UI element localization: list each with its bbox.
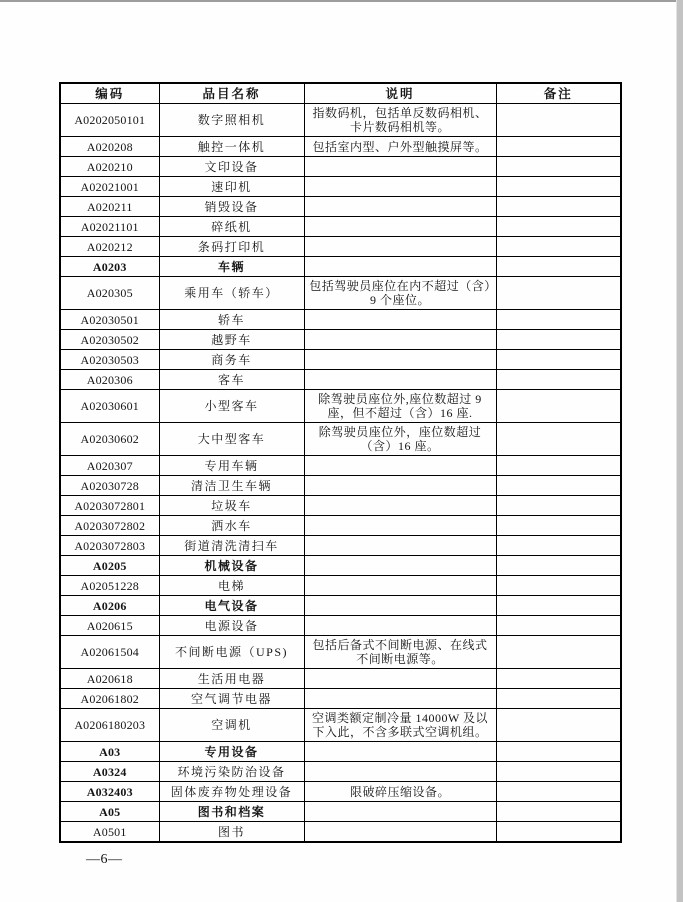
- cell-name: 速印机: [159, 177, 304, 197]
- cell-note: [496, 576, 621, 596]
- cell-name: 机械设备: [159, 556, 304, 576]
- cell-name: 小型客车: [159, 390, 304, 423]
- table-row: [60, 476, 621, 496]
- cell-desc: 限破碎压缩设备。: [304, 782, 496, 802]
- cell-code: A02021101: [60, 217, 159, 237]
- cell-code: A020211: [60, 197, 159, 217]
- cell-code: A020615: [60, 616, 159, 636]
- cell-code: A02030602: [60, 423, 159, 456]
- cell-name: 数字照相机: [159, 104, 304, 137]
- header-cell-code: 编码: [60, 83, 159, 104]
- table-row: [60, 390, 621, 423]
- cell-code: A0205: [60, 556, 159, 576]
- cell-name: 大中型客车: [159, 423, 304, 456]
- cell-note: [496, 330, 621, 350]
- table-row: [60, 496, 621, 516]
- cell-note: [496, 689, 621, 709]
- cell-desc: [304, 536, 496, 556]
- cell-code: A02051228: [60, 576, 159, 596]
- table-row: [60, 709, 621, 742]
- table-row: [60, 596, 621, 616]
- table-row: [60, 197, 621, 217]
- cell-name: 垃圾车: [159, 496, 304, 516]
- cell-note: [496, 476, 621, 496]
- cell-name: 车辆: [159, 257, 304, 277]
- cell-desc: [304, 689, 496, 709]
- cell-desc: [304, 822, 496, 843]
- scan-edge-right: [676, 0, 683, 902]
- cell-note: [496, 277, 621, 310]
- cell-note: [496, 762, 621, 782]
- table-row: [60, 782, 621, 802]
- table-row: [60, 350, 621, 370]
- table-row: [60, 104, 621, 137]
- cell-name: 环境污染防治设备: [159, 762, 304, 782]
- cell-code: A020306: [60, 370, 159, 390]
- cell-note: [496, 596, 621, 616]
- cell-code: A02030728: [60, 476, 159, 496]
- table-row: [60, 762, 621, 782]
- cell-code: A02061504: [60, 636, 159, 669]
- cell-desc: 包括室内型、户外型触摸屏等。: [304, 137, 496, 157]
- cell-note: [496, 237, 621, 257]
- cell-note: [496, 516, 621, 536]
- table-row: [60, 689, 621, 709]
- cell-name: 洒水车: [159, 516, 304, 536]
- cell-name: 图书: [159, 822, 304, 843]
- cell-note: [496, 822, 621, 843]
- cell-desc: [304, 556, 496, 576]
- header-cell-note: 备注: [496, 83, 621, 104]
- cell-desc: [304, 237, 496, 257]
- cell-code: A032403: [60, 782, 159, 802]
- table-row: [60, 137, 621, 157]
- cell-name: 固体废弃物处理设备: [159, 782, 304, 802]
- scan-edge-top: [0, 0, 683, 2]
- cell-desc: [304, 350, 496, 370]
- cell-note: [496, 782, 621, 802]
- cell-desc: 除驾驶员座位外,座位数超过 9 座，但不超过（含）16 座.: [304, 390, 496, 423]
- table-row: [60, 177, 621, 197]
- cell-note: [496, 217, 621, 237]
- cell-note: [496, 390, 621, 423]
- cell-desc: 空调类额定制冷量 14000W 及以下入此，不含多联式空调机组。: [304, 709, 496, 742]
- cell-name: 商务车: [159, 350, 304, 370]
- cell-desc: 除驾驶员座位外，座位数超过（含）16 座。: [304, 423, 496, 456]
- cell-note: [496, 197, 621, 217]
- table-row: [60, 330, 621, 350]
- cell-note: [496, 496, 621, 516]
- cell-code: A02021001: [60, 177, 159, 197]
- cell-name: 销毁设备: [159, 197, 304, 217]
- cell-code: A020212: [60, 237, 159, 257]
- cell-name: 电源设备: [159, 616, 304, 636]
- cell-note: [496, 370, 621, 390]
- table-row: [60, 157, 621, 177]
- cell-note: [496, 257, 621, 277]
- table-row: [60, 217, 621, 237]
- cell-desc: [304, 456, 496, 476]
- cell-note: [496, 669, 621, 689]
- table-row: [60, 742, 621, 762]
- cell-note: [496, 616, 621, 636]
- cell-name: 电气设备: [159, 596, 304, 616]
- cell-name: 条码打印机: [159, 237, 304, 257]
- cell-code: A0203: [60, 257, 159, 277]
- cell-code: A020618: [60, 669, 159, 689]
- cell-name: 客车: [159, 370, 304, 390]
- cell-code: A02030501: [60, 310, 159, 330]
- cell-desc: [304, 310, 496, 330]
- cell-note: [496, 137, 621, 157]
- cell-note: [496, 157, 621, 177]
- cell-note: [496, 456, 621, 476]
- cell-code: A02061802: [60, 689, 159, 709]
- cell-code: A02030502: [60, 330, 159, 350]
- cell-code: A05: [60, 802, 159, 822]
- cell-note: [496, 742, 621, 762]
- cell-code: A020305: [60, 277, 159, 310]
- table-row: [60, 310, 621, 330]
- cell-desc: [304, 616, 496, 636]
- table-row: [60, 277, 621, 310]
- cell-name: 不间断电源（UPS): [159, 636, 304, 669]
- cell-code: A0203072803: [60, 536, 159, 556]
- cell-name: 专用车辆: [159, 456, 304, 476]
- cell-desc: [304, 330, 496, 350]
- cell-code: A0203072801: [60, 496, 159, 516]
- cell-name: 生活用电器: [159, 669, 304, 689]
- cell-desc: [304, 496, 496, 516]
- table-row: [60, 636, 621, 669]
- table-row: [60, 516, 621, 536]
- cell-code: A020307: [60, 456, 159, 476]
- cell-name: 专用设备: [159, 742, 304, 762]
- cell-desc: 指数码机，包括单反数码相机、卡片数码相机等。: [304, 104, 496, 137]
- table-row: [60, 237, 621, 257]
- cell-desc: 包括驾驶员座位在内不超过（含）9 个座位。: [304, 277, 496, 310]
- cell-code: A0501: [60, 822, 159, 843]
- cell-desc: 包括后备式不间断电源、在线式不间断电源等。: [304, 636, 496, 669]
- cell-code: A03: [60, 742, 159, 762]
- page-number: —6—: [86, 852, 123, 867]
- cell-note: [496, 636, 621, 669]
- cell-note: [496, 556, 621, 576]
- cell-code: A020210: [60, 157, 159, 177]
- cell-desc: [304, 762, 496, 782]
- cell-note: [496, 177, 621, 197]
- cell-desc: [304, 516, 496, 536]
- cell-code: A0203072802: [60, 516, 159, 536]
- cell-note: [496, 423, 621, 456]
- cell-note: [496, 709, 621, 742]
- cell-name: 街道清洗清扫车: [159, 536, 304, 556]
- catalog-table-body: [60, 104, 621, 843]
- table-row: [60, 616, 621, 636]
- cell-name: 文印设备: [159, 157, 304, 177]
- cell-name: 轿车: [159, 310, 304, 330]
- cell-code: A0202050101: [60, 104, 159, 137]
- cell-desc: [304, 802, 496, 822]
- table-row: [60, 423, 621, 456]
- cell-name: 电梯: [159, 576, 304, 596]
- cell-desc: [304, 596, 496, 616]
- cell-note: [496, 104, 621, 137]
- cell-desc: [304, 157, 496, 177]
- table-row: [60, 822, 621, 843]
- cell-note: [496, 802, 621, 822]
- cell-desc: [304, 370, 496, 390]
- cell-code: A020208: [60, 137, 159, 157]
- cell-note: [496, 350, 621, 370]
- cell-name: 乘用车（轿车）: [159, 277, 304, 310]
- table-row: [60, 536, 621, 556]
- cell-name: 越野车: [159, 330, 304, 350]
- procurement-catalog-table: [59, 82, 622, 843]
- cell-name: 空调机: [159, 709, 304, 742]
- cell-name: 触控一体机: [159, 137, 304, 157]
- cell-code: A02030601: [60, 390, 159, 423]
- cell-code: A02030503: [60, 350, 159, 370]
- cell-desc: [304, 742, 496, 762]
- cell-desc: [304, 177, 496, 197]
- cell-desc: [304, 257, 496, 277]
- cell-name: 清洁卫生车辆: [159, 476, 304, 496]
- cell-code: A0324: [60, 762, 159, 782]
- header-cell-description: 说明: [304, 83, 496, 104]
- table-row: [60, 669, 621, 689]
- cell-code: A0206: [60, 596, 159, 616]
- cell-note: [496, 536, 621, 556]
- header-cell-name: 品目名称: [159, 83, 304, 104]
- cell-name: 碎纸机: [159, 217, 304, 237]
- cell-desc: [304, 576, 496, 596]
- cell-desc: [304, 476, 496, 496]
- table-row: [60, 802, 621, 822]
- table-row: [60, 370, 621, 390]
- table-row: [60, 556, 621, 576]
- table-row: [60, 257, 621, 277]
- cell-name: 图书和档案: [159, 802, 304, 822]
- cell-desc: [304, 669, 496, 689]
- table-row: [60, 576, 621, 596]
- cell-note: [496, 310, 621, 330]
- cell-name: 空气调节电器: [159, 689, 304, 709]
- table-row: [60, 456, 621, 476]
- cell-desc: [304, 197, 496, 217]
- table-header-row: [60, 83, 621, 104]
- cell-desc: [304, 217, 496, 237]
- cell-code: A0206180203: [60, 709, 159, 742]
